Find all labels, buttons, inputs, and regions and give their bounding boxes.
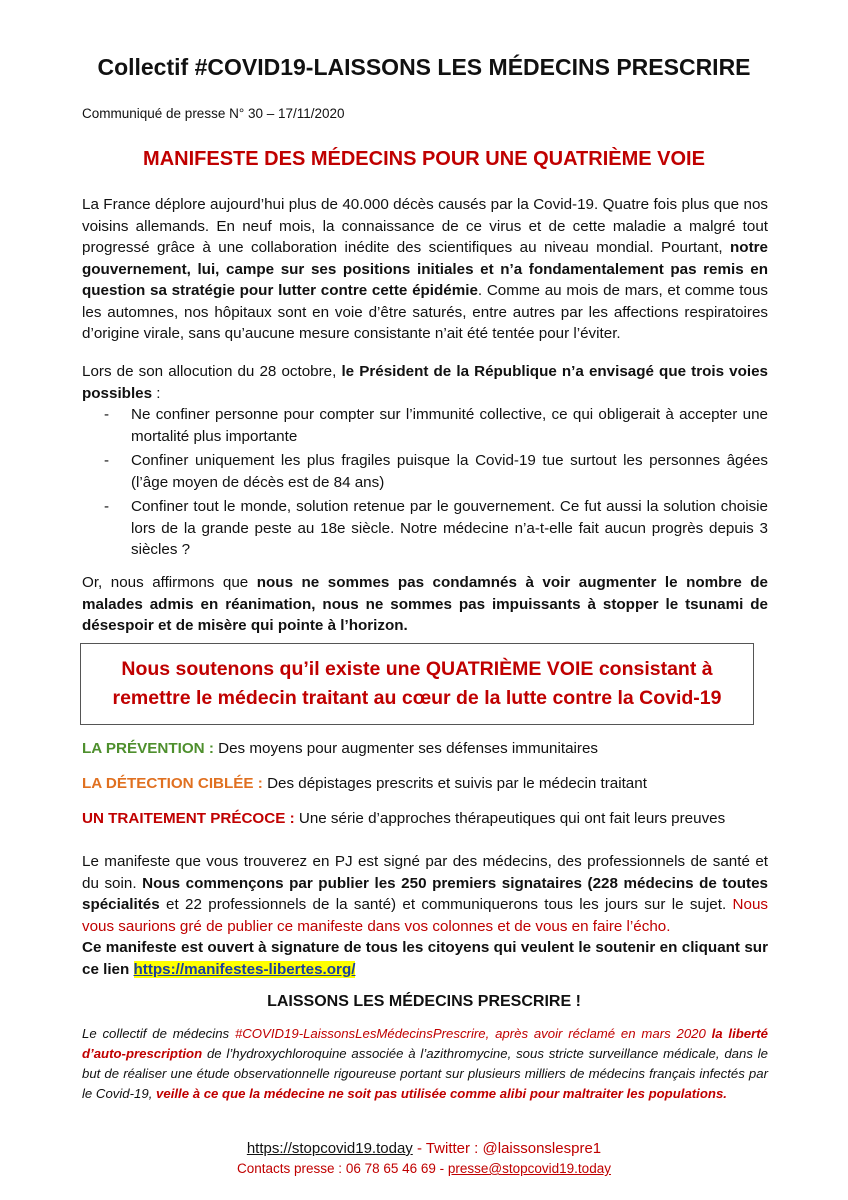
pillar-text: Une série d’approches thérapeutiques qui ont fait leurs preuves <box>294 810 726 827</box>
speech-text-bold: le Président de la République n’a envisagé que trois voies possibles <box>82 363 768 402</box>
pillar-prevention <box>82 740 598 757</box>
fourth-way-callout <box>80 643 754 725</box>
affirmation-text-a: Or, nous affirmons que <box>82 574 257 591</box>
closing-text-a: Le collectif de médecins <box>82 1026 235 1041</box>
option-text: Confiner uniquement les plus fragiles puisque la Covid-19 tue surtout les personnes âgées (l’âge moyen de décès est de 84 ans) <box>131 452 768 491</box>
closing-hashtag: #COVID19-LaissonsLesMédecinsPrescrire <box>234 1026 486 1041</box>
speech-paragraph <box>82 361 768 404</box>
list-item: - Confiner uniquement les plus fragiles puisque la Covid-19 tue surtout les personnes âgées (l’âge moyen de décès est de 84 ans) <box>104 452 768 491</box>
pillar-text: Des moyens pour augmenter ses défenses immunitaires <box>213 740 599 757</box>
list-item: - Confiner tout le monde, solution retenue par le gouvernement. Ce fut aussi la solution choisie lors de la grande peste au 18e siècle. Notre médecine n’a-t-elle fait aucun progrès depuis 3 siècles ? <box>104 498 768 558</box>
intro-text-c: . Comme au mois de mars, et comme tous les automnes, nos hôpitaux sont en voie d’être saturés, entre autres par les affections respiratoires d’origine virale, sans qu’aucune mesure consistante n’ait été tentée pour l’éviter. <box>82 282 768 342</box>
speech-text-c: : <box>152 384 161 402</box>
affirmation-text-bold: nous ne sommes pas condamnés à voir augmenter le nombre de malades admis en réanimation, nous ne sommes pas impuissants à stopper le tsunami de désespoir et de misère qui pointe à l’horizon. <box>82 574 768 634</box>
title-prefix: Collectif <box>97 54 195 80</box>
intro-text-a: La France déplore aujourd’hui plus de 40.000 décès causés par la Covid-19. Quatre fois plus que nos voisins allemands. En neuf mois, la connaissance de ce virus et de cette maladie a malgré tout progressé grâce à une collaboration inédite des scientifiques au niveau mondial. Pourtant, <box>82 196 768 256</box>
email-link[interactable]: presse@stopcovid19.today <box>447 1161 611 1176</box>
footer-contacts <box>0 1161 848 1176</box>
manifesto-heading: MANIFESTE DES MÉDECINS POUR UNE QUATRIÈME VOIE <box>143 148 705 170</box>
option-text: Confiner tout le monde, solution retenue par le gouvernement. Ce fut aussi la solution choisie lors de la grande peste au 18e siècle. Notre médecine n’a-t-elle fait aucun progrès depuis 3 siècles ? <box>131 498 768 558</box>
speech-text-a: Lors de son allocution du 28 octobre, <box>82 363 342 380</box>
sign-text-c: et 22 professionnels de la santé) et communiquerons tous les jours sur le sujet. <box>159 896 733 913</box>
pillar-label: LA PRÉVENTION : <box>82 740 214 757</box>
pillar-label: LA DÉTECTION CIBLÉE : <box>82 775 263 792</box>
intro-paragraph <box>82 194 768 345</box>
sign-text-a: Le manifeste que vous trouverez en PJ est signé par des médecins, des professionnels de santé et du soin. <box>82 853 768 892</box>
pillar-label: UN TRAITEMENT PRÉCOCE : <box>82 810 295 827</box>
closing-text-c: , après avoir réclamé en mars 2020 <box>485 1026 712 1041</box>
list-item: - Ne confiner personne pour compter sur l’immunité collective, ce qui obligerait à accepter une mortalité plus importante <box>104 406 768 445</box>
closing-text-e: de l’hydroxychloroquine associée à l’azithromycine, sous stricte surveillance médicale, dans le but de réaliser une étude observationnelle rigoureuse portant sur plusieurs milliers de médecins français infectés par le Covid-19, <box>82 1046 768 1101</box>
press-release-number: Communiqué de presse N° 30 – 17/11/2020 <box>82 106 345 121</box>
footer-links <box>0 1140 848 1157</box>
callout-line-2: remettre le médecin traitant au cœur de la lutte contre la Covid-19 <box>112 687 722 709</box>
option-text: Ne confiner personne pour compter sur l’immunité collective, ce qui obligerait à accepter une mortalité plus importante <box>131 406 768 445</box>
affirmation-paragraph <box>82 572 768 637</box>
closing-paragraph <box>82 1024 768 1104</box>
pillar-text: Des dépistages prescrits et suivis par le médecin traitant <box>262 775 647 792</box>
contact-phone: Contacts presse : 06 78 65 46 69 - <box>237 1161 448 1176</box>
collective-title <box>0 54 848 81</box>
title-hashtag: #COVID19-LAISSONS LES MÉDECINS PRESCRIRE <box>194 54 751 80</box>
closing-text-final: veille à ce que la médecine ne soit pas utilisée comme alibi pour maltraiter les populations. <box>156 1086 727 1101</box>
signatories-paragraph <box>82 851 768 980</box>
slogan-heading: LAISSONS LES MÉDECINS PRESCRIRE ! <box>267 993 581 1010</box>
intro-text-bold: notre gouvernement, lui, campe sur ses positions initiales et n’a fondamentalement pas remis en question sa stratégie pour lutter contre cette épidémie <box>82 239 768 299</box>
twitter-handle: - Twitter : @laissonslespre1 <box>412 1140 602 1157</box>
callout-line-1: Nous soutenons qu’il existe une QUATRIÈME VOIE consistant à <box>121 658 713 680</box>
sign-text-request: Nous vous saurions gré de publier ce manifeste dans vos colonnes et de vous en faire l’écho. <box>82 896 768 935</box>
pillar-detection <box>82 775 647 792</box>
sign-text-open: Ce manifeste est ouvert à signature de tous les citoyens qui veulent le soutenir en cliquant sur ce lien <box>82 939 768 978</box>
sign-text-bold: Nous commençons par publier les 250 premiers signataires (228 médecins de toutes spécialités <box>82 874 768 913</box>
manifesto-link[interactable]: https://manifestes-libertes.org/ <box>133 960 356 978</box>
pillar-treatment <box>82 810 725 827</box>
closing-text-bold: la liberté d’auto-prescription <box>82 1026 768 1061</box>
options-list <box>82 404 768 564</box>
website-link[interactable]: https://stopcovid19.today <box>246 1140 413 1157</box>
